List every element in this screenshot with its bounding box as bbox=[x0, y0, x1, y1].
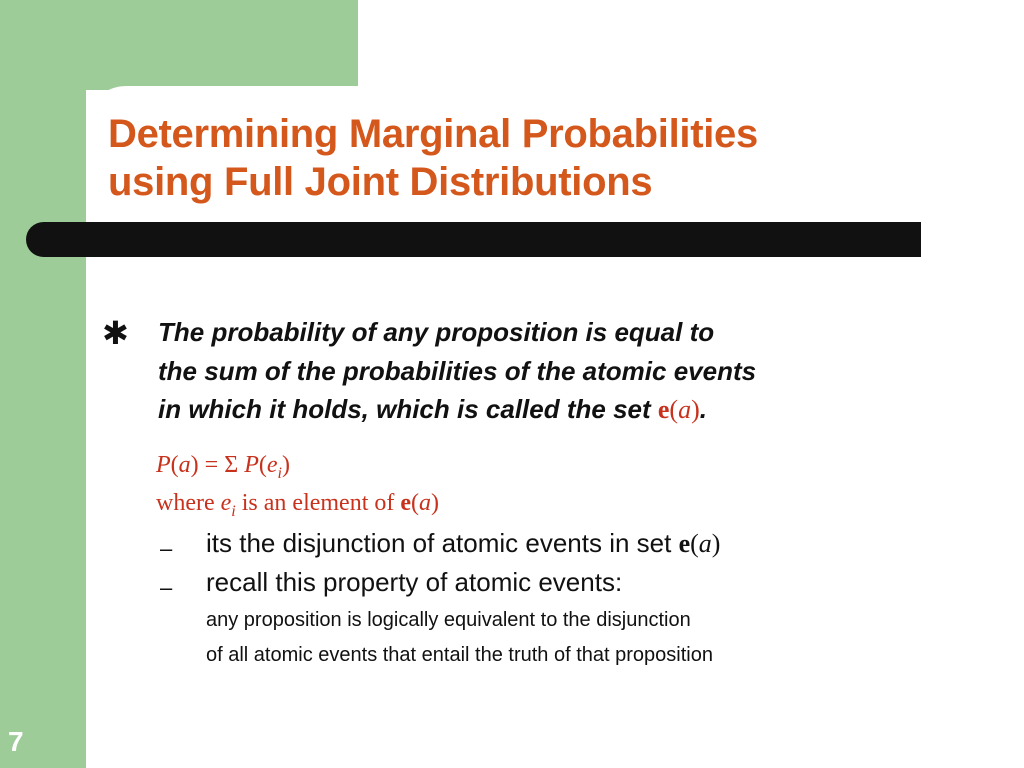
sub-bullet-2: recall this property of atomic events: bbox=[206, 567, 623, 597]
detail-line-2: of all atomic events that entail the truth of that proposition bbox=[206, 644, 713, 666]
main-line-3: in which it holds, which is called the set e(a). bbox=[158, 394, 707, 424]
slide-title bbox=[108, 110, 988, 206]
main-line-1: The probability of any proposition is equal to bbox=[158, 317, 715, 347]
main-line-2: the sum of the probabilities of the atomic events bbox=[158, 355, 757, 386]
page-number: 7 bbox=[8, 726, 24, 757]
title-divider-bar bbox=[26, 222, 921, 257]
title-line-2: using Full Joint Distributions bbox=[108, 160, 653, 204]
set-e: e bbox=[657, 395, 670, 424]
sub-bullet-dash-1: – bbox=[160, 536, 173, 561]
green-side-strip bbox=[0, 0, 86, 768]
detail-line-1: any proposition is logically equivalent to the disjunction bbox=[206, 609, 691, 631]
asterisk-bullet-icon: ✱ bbox=[102, 314, 129, 352]
main-bullet-text bbox=[158, 313, 978, 430]
sub-bullet-1: its the disjunction of atomic events in set e(a) bbox=[206, 528, 721, 558]
set-a: a bbox=[678, 395, 692, 424]
sub-bullet-dash-2: – bbox=[160, 575, 173, 600]
title-line-1: Determining Marginal Probabilities bbox=[108, 112, 758, 156]
probability-formula: P(a) = Σ $P(e_i)$ bbox=[156, 452, 290, 482]
where-clause: where $e_i$ is an element of e(a) bbox=[156, 490, 440, 520]
